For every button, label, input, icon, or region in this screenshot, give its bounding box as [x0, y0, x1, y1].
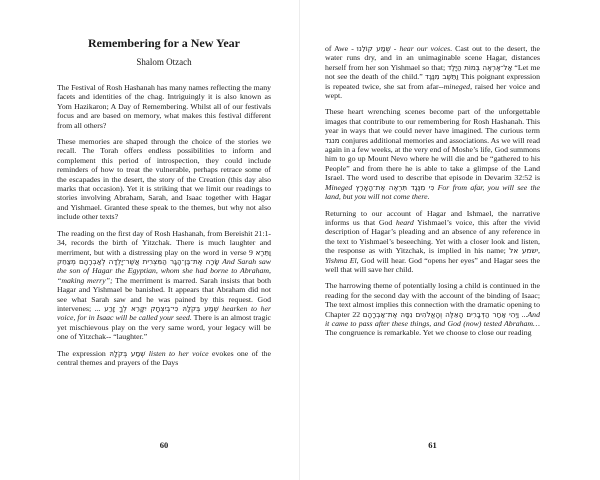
- text-run: The reading on the first day of Rosh Hashanah, from Bereishit 21:1-34, records the birth of Yitzchak. There is much laughter and merriment, but with a distressing play on the word in verse 9: [57, 228, 271, 257]
- hebrew-text: ישמע אל: [509, 246, 539, 256]
- text-run: -: [390, 44, 400, 53]
- text-run: These memories are shaped through the choice of the stories we recall. The Torah offers endless possibilities to inform and complement this period of introspection, they could include reminders of how to treat the vulnerable, perhaps retrace some of the escapades in the desert, the story of the Creation (this day also marks that occasion). Yet it is striking that we limit our readings to stories involving Abraham, Sarah, and Isaac together with Hagar and Yishmael. Granted these speak to the themes, but why not also include other texts?: [57, 137, 271, 222]
- text-run: heard: [395, 217, 414, 227]
- text-run: For from afar, you will see the land, but you will not come there.: [325, 182, 541, 202]
- text-run: The Festival of Rosh Hashanah has many names reflecting the many facets and identities of the chag. Intriguingly it is also known as Yom Hazikaron; A Day of Remembering. Whilst all of our festivals focus and are based on memory, what makes this festival different from all others?: [57, 83, 271, 130]
- text-run: , raised her voice and wept.: [325, 81, 540, 101]
- text-run: The harrowing theme of potentially losing a child is continued in the reading for the second day with the account of the binding of Isaac; The text almost implies this connection with the dramatic opening to Chapter 22: [325, 281, 540, 319]
- text-run: . Cast out to the desert, the water runs dry, and in an unimaginable scene Hagar, distances herself from her son Yishmael so that;: [325, 44, 540, 72]
- text-run: evokes one of the central themes and prayers of the Days: [57, 348, 271, 367]
- paragraph: [57, 349, 271, 368]
- text-run: “Let me not see the death of the child.”: [325, 62, 540, 82]
- text-run: The expression: [57, 348, 110, 358]
- paragraph: [57, 229, 271, 342]
- hebrew-text: שְׁמַע בְּקֹלָהּ כִּי־בְיִצְחָק יִקָּרֵא לְךָ זָרַע: [104, 303, 219, 313]
- text-run: The congruence is remarkable. Yet we choose to close our reading: [325, 328, 532, 338]
- text-run: This poignant expression is repeated twice, she sat from afar--: [325, 72, 540, 91]
- text-run: , God will hear. God “opens her eyes” and Hagar sees the well that will save her child.: [325, 255, 540, 274]
- hebrew-text: וַתֵּשֶׁב מִנֶּגֶד: [425, 72, 459, 82]
- author-byline: Shalom Otzach: [136, 57, 192, 67]
- text-run: hear our voices: [399, 44, 451, 53]
- hebrew-text: וַתֵּרֶא שָׂרָה אֶת־בֶּן־הָגָר הַמִּצְרִית אֲשֶׁר־יָלְדָה לְאַבְרָהָם מְצַחֵק: [57, 247, 271, 266]
- text-run: ,: [538, 246, 540, 256]
- page-right: [300, 0, 600, 480]
- text-run: Returning to our account of Hagar and Ishmael, the narrative informs us that God: [325, 208, 540, 227]
- paragraph: [325, 107, 540, 201]
- text-run: These heart wrenching scenes become part of the unforgettable images that contribute to our remembering for Rosh Hashanah. This year in ways that we could never have imagined. The curious term: [325, 107, 540, 136]
- text-run: Yishmael’s voice, this after the vivid description of Hagar’s pleading and an absence of any reference in the text to Yishmael’s beseeching. Yet with a closer look and listen, the response as with Yitzchak, is implied in his name;: [325, 217, 540, 256]
- hebrew-text: שְׁמַע בְּקֹלָהּ: [109, 348, 146, 358]
- text-run: And it came to pass after these things, and God (now) tested Abraham…: [325, 309, 540, 328]
- hebrew-text: מנגד: [325, 135, 340, 145]
- right-page-body: [325, 44, 540, 338]
- paragraph: [325, 209, 540, 275]
- paragraph: [325, 44, 540, 100]
- paragraph: [57, 137, 271, 222]
- text-run: There is an almost tragic yet mischievous play on the very same word, your legacy will be one of Yitzchak-- “laughter.”: [57, 313, 271, 342]
- text-run: Mineged: [325, 182, 353, 192]
- text-run: ...: [518, 309, 528, 319]
- text-run: listen to her voice: [145, 348, 209, 358]
- hebrew-text: וַיְהִי אַחַר הַדְּבָרִים הָאֵלֶּה וְהָאֱלֹהִים נִסָּה אֶת־אַבְרָהָם: [362, 309, 519, 319]
- paragraph: [57, 83, 271, 130]
- text-run: The merriment is marred. Sarah insists that both Hagar and Yishmael be banished. It appears that Abraham did not see what Sarah saw and he was pained by this request. God intervenes; ...: [57, 275, 271, 313]
- hebrew-text: אַל־אֶרְאֶה בְּמוֹת הַיָּלֶד: [447, 62, 513, 72]
- page-number-right: 61: [428, 440, 437, 450]
- text-run: mineged: [443, 81, 471, 91]
- text-run: of Awe -: [325, 44, 357, 53]
- hebrew-text: שְׁמַע קוֹלֵנוּ: [356, 44, 391, 53]
- text-run: conjures additional memories and associations. As we will read again in a few weeks, at the very end of Moshe’s life, God summons him to go up Mount Nevo where he will die and be “gathered to his People” and from there he is able to take a glimpse of the Land Israel. The word used to describe that episode in Devarim 32:52 is: [325, 135, 540, 183]
- text-run: hearken to her voice, for in Isaac will be called your seed.: [57, 303, 271, 323]
- text-run: Yishma El: [325, 255, 357, 265]
- text-run: And Sarah saw the son of Hagar the Egyptian, whom she had borne to Abraham, “making merry”;: [57, 256, 271, 285]
- left-page-body: [57, 83, 271, 367]
- paragraph: [325, 281, 540, 337]
- page-number-left: 60: [159, 440, 169, 450]
- page-title: Remembering for a New Year: [88, 36, 240, 50]
- hebrew-text: כִּי מִנֶּגֶד תִּרְאֶה אֶת־הָאָרֶץ: [355, 182, 435, 192]
